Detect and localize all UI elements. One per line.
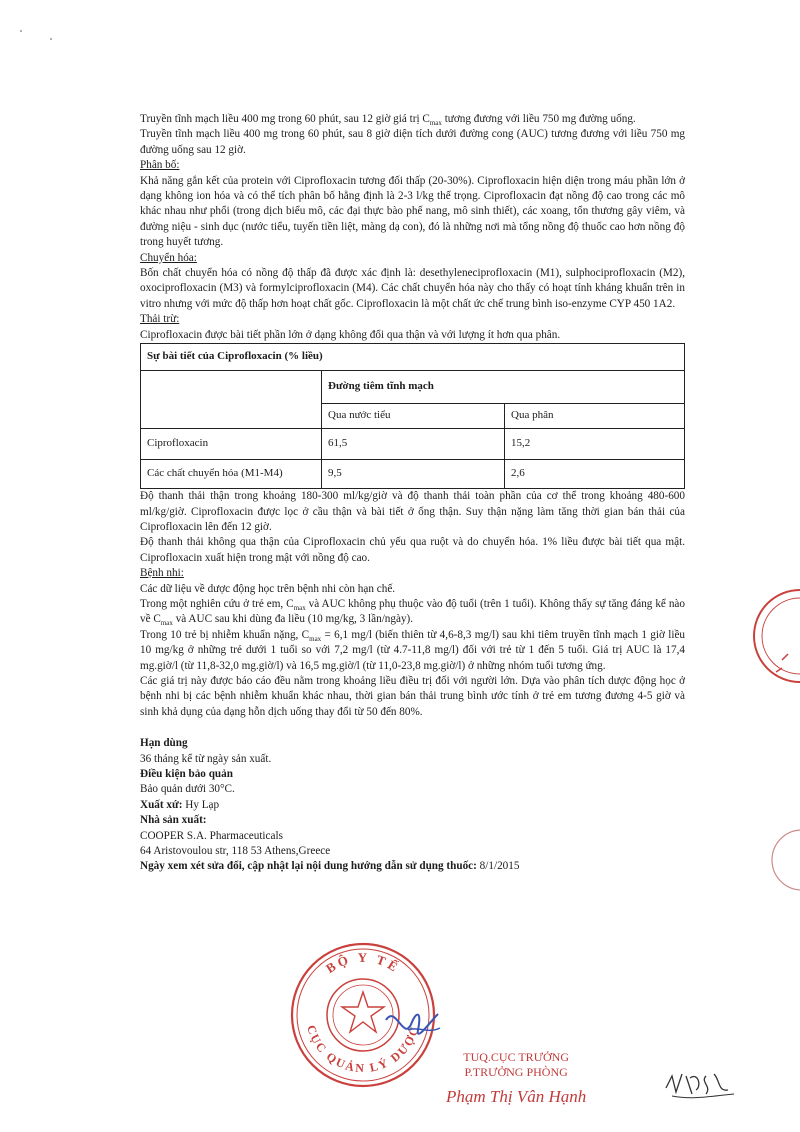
- pediatric-paragraph-3: Trong 10 trẻ bị nhiễm khuẩn nặng, $C_{max} = 6,1$ mg/l (biến thiên từ 4,6-8,3 mg/l) sau khi tiêm truyền tĩnh mạch 1 giờ liều 10 mg/kg ở những trẻ dưới 1 tuổi so với 7,2 mg/l (từ 4.7-11,8 mg/l) đối với trẻ từ 1 đến 5 tuổi. Giá trị AUC là 17,4 mg.giờ/l (từ 11,8-32,0 mg.giờ/l) và 16,5 mg.giờ/l (từ 11,0-23,8 mg.giờ/l) ở những nhóm tuổi tương ứng.: [140, 628, 686, 672]
- product-info: [140, 736, 685, 875]
- partial-side-stamp: [742, 560, 800, 940]
- leaflet-page: [140, 112, 685, 875]
- storage-value: Bảo quản dưới 30°C.: [140, 783, 235, 796]
- table-cell-urine: 9,5: [322, 460, 505, 489]
- shelf-life-label: Hạn dùng: [140, 737, 188, 750]
- signature-block: [446, 1050, 586, 1110]
- pediatric-paragraph-2: Trong một nghiên cứu ở trẻ em, $C_{max}$ và AUC không phụ thuộc vào độ tuổi (trên 1 tuổi). Không thấy sự tăng đáng kể nào về $C_{max}$ và AUC sau khi dùng đa liều (10 mg/kg, 3 lần/ngày).: [140, 597, 685, 628]
- scan-speck: [20, 30, 22, 32]
- table-empty-cell: [141, 371, 322, 429]
- metabolism-heading: Chuyển hóa:: [140, 251, 197, 264]
- clearance-paragraph-2: Độ thanh thải không qua thận của Ciprofloxacin chủ yếu qua ruột và do chuyển hóa. 1% liều được bài tiết qua mật. Ciprofloxacin xuất hiện trong mật với nồng độ cao.: [140, 536, 685, 564]
- shelf-life-value: 36 tháng kể từ ngày sản xuất.: [140, 752, 272, 765]
- signatory-name: Phạm Thị Vân Hạnh: [446, 1087, 587, 1106]
- manufacturer-name: COOPER S.A. Pharmaceuticals: [140, 829, 283, 842]
- table-title: Sự bài tiết của Ciprofloxacin (% liều): [141, 344, 685, 371]
- metabolism-text: Bốn chất chuyển hóa có nồng độ thấp đã được xác định là: desethyleneciprofloxacin (M1), sulphociprofloxacin (M2), oxociprofloxacin (M3) và formylciprofloxacin (M4). Các chất chuyển hóa này cho thấy có hoạt tính kháng khuẩn trên in vitro nhưng với mức độ thấp hơn hoạt chất gốc. Ciprofloxacin là một chất ức chế trung bình iso-enzyme CYP 450 1A2.: [140, 267, 685, 310]
- table-col-urine: Qua nước tiểu: [322, 404, 505, 429]
- elimination-text: Ciprofloxacin được bài tiết phần lớn ở dạng không đổi qua thận và với lượng ít hơn qua phân.: [140, 328, 561, 341]
- pediatric-paragraph-1: Các dữ liệu về dược động học trên bệnh nhi còn hạn chế.: [140, 582, 396, 595]
- table-cell-feces: 15,2: [505, 429, 685, 460]
- table-route-header: Đường tiêm tĩnh mạch: [322, 371, 685, 404]
- origin-line: Xuất xứ: Hy Lạp: [140, 798, 220, 811]
- table-row: [141, 429, 685, 460]
- manufacturer-label: Nhà sản xuất:: [140, 814, 207, 827]
- distribution-text: Khả năng gắn kết của protein với Ciprofloxacin tương đối thấp (20-30%). Ciprofloxacin hiện diện trong máu phần lớn ở dạng không ion hóa và có thể tích phân bố hằng định là 2-3 l/kg thể trọng. Ciprofloxacin đạt nồng độ cao trong các mô khác nhau như phổi (trong dịch biểu mô, các đại thực bào phế nang, mô sinh thiết), các xoang, tổn thương gây viêm, và đường niệu - sinh dục (nước tiểu, tuyến tiền liệt, màng dạ con), đó là những nơi mà tổng nồng độ thuốc cao hơn nồng độ trong huyết tương.: [140, 174, 685, 249]
- table-row-label: Các chất chuyển hóa (M1-M4): [141, 460, 322, 489]
- signatory-title-1: TUQ.CỤC TRƯỞNG: [463, 1050, 569, 1064]
- pediatric-paragraph-4: Các giá trị này được báo cáo đều nằm trong khoảng liều điều trị đối với người lớn. Dựa vào phân tích dược động học ở bệnh nhi bị các bệnh nhiễm khuẩn khác nhau, thời gian bán thải trung bình ước tính ở trẻ em tương đương 4-5 giờ và sinh khả dụng của dạng hỗn dịch uống thay đổi từ 50 đến 80%.: [140, 674, 685, 718]
- table-col-feces: Qua phân: [505, 404, 685, 429]
- table-row: [141, 460, 685, 489]
- signature-scribble: [378, 1000, 448, 1050]
- pediatric-heading: Bệnh nhi:: [140, 567, 184, 580]
- table-cell-feces: 2,6: [505, 460, 685, 489]
- distribution-heading: Phân bố:: [140, 159, 180, 172]
- svg-text:CỤC QUẢN LÝ DƯỢC: CỤC QUẢN LÝ DƯỢC: [304, 1023, 422, 1076]
- svg-text:BỘ Y TẾ: BỘ Y TẾ: [323, 949, 403, 977]
- table-row-label: Ciprofloxacin: [141, 429, 322, 460]
- storage-label: Điều kiện bảo quản: [140, 768, 233, 780]
- scan-speck: [50, 38, 52, 40]
- review-date-line: Ngày xem xét sửa đổi, cập nhật lại nội dung hướng dẫn sử dụng thuốc: 8/1/2015: [140, 860, 520, 873]
- handwritten-initials: [662, 1066, 742, 1106]
- excretion-table: [140, 343, 685, 489]
- pk-paragraph-1: Truyền tĩnh mạch liều 400 mg trong 60 phút, sau 12 giờ giá trị $C_{max}$ tương đương với liều 750 mg đường uống.: [140, 113, 636, 128]
- table-cell-urine: 61,5: [322, 429, 505, 460]
- clearance-paragraph-1: Độ thanh thải thận trong khoảng 180-300 ml/kg/giờ và độ thanh thải toàn phần của cơ thể trong khoảng 480-600 ml/kg/giờ. Ciprofloxacin được lọc ở cầu thận và bài tiết ở ống thận. Suy thận nặng làm tăng thời gian bán thải của Ciprofloxacin lên đến 12 giờ.: [140, 490, 685, 533]
- elimination-heading: Thải trừ:: [140, 313, 180, 326]
- signatory-title-2: P.TRƯỞNG PHÒNG: [464, 1065, 568, 1079]
- pk-paragraph-2: Truyền tĩnh mạch liều 400 mg trong 60 phút, sau 8 giờ diện tích dưới đường cong (AUC) tương đương với liều 750 mg đường uống sau 12 giờ.: [140, 128, 685, 156]
- manufacturer-address: 64 Aristovoulou str, 118 53 Athens,Greece: [140, 845, 331, 858]
